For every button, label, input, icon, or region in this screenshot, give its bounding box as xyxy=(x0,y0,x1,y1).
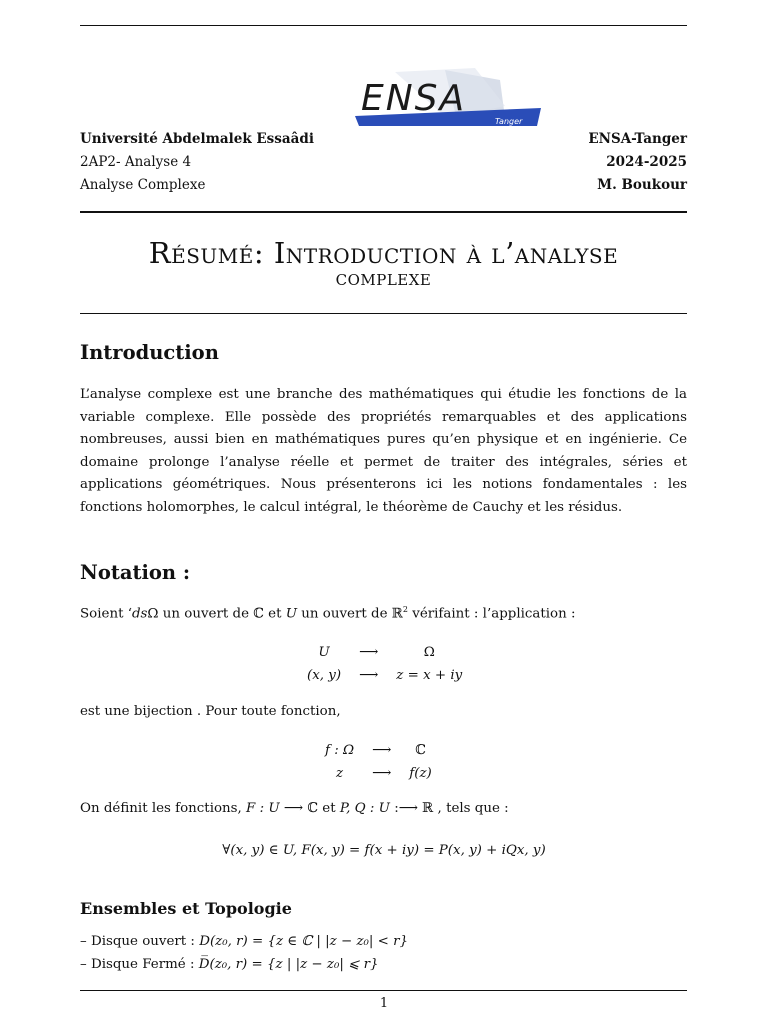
title-rule xyxy=(80,313,687,314)
map-codomain: Ω xyxy=(423,645,435,660)
header-row-1 xyxy=(80,131,687,147)
document-title xyxy=(80,236,687,292)
introduction-paragraph: L’analyse complexe est une branche des mathématiques qui étudie les fonctions de la variable complexe. Elle possède des propriétés remarquables et des applications nombreuses, aussi bien en mathématiques pures qu’en physique et en ingénierie. Ce domaine prolonge l’analyse réelle et permet de traiter des intégrales, séries et applications géométriques. Nous présenterons ici les notions fondamentales : les fonctions holomorphes, le calcul intégral, le théorème de Cauchy et les résidus. xyxy=(80,387,687,515)
definition-formula: ∀(x, y) ∈ U, F(x, y) = f(x + iy) = P(x, y) + iQx, y) xyxy=(222,843,546,858)
ensa-logo xyxy=(355,66,541,128)
notation-soient-line: Soient ‘dsΩ un ouvert de ℂ et U un ouvert de ℝ$^2$ vérifaint : l’application : xyxy=(80,605,576,622)
function-map xyxy=(316,739,441,785)
header-rule xyxy=(80,211,687,213)
ensembles-heading: Ensembles et Topologie xyxy=(80,899,292,918)
fmap-value: f(z) xyxy=(409,766,432,781)
fmap-var: z xyxy=(336,766,344,781)
open-disk-item: – Disque ouvert : D(z₀, r) = {z ∈ ℂ | |z − z₀| < r} xyxy=(80,934,409,949)
footer-rule xyxy=(80,990,687,991)
header-subject: Analyse Complexe xyxy=(80,177,206,193)
logo-main-text: ENSA xyxy=(361,78,467,119)
bijection-map xyxy=(298,641,471,687)
map-arrow: ⟶ xyxy=(359,645,379,660)
fmap-arrow: ⟶ xyxy=(372,766,392,781)
notation-heading: Notation : xyxy=(80,561,191,584)
fmap-arrow: ⟶ xyxy=(372,743,392,758)
fmap-row-2 xyxy=(316,762,441,785)
header-row-2 xyxy=(80,154,687,170)
header-course: 2AP2- Analyse 4 xyxy=(80,154,192,170)
map-image: z = x + iy xyxy=(396,668,463,683)
header-row-3 xyxy=(80,177,687,193)
fmap-row-1 xyxy=(316,739,441,762)
header-author: M. Boukour xyxy=(597,177,687,193)
on-definit-line: On définit les fonctions, F : U ⟶ ℂ et P, Q : U :⟶ ℝ , tels que : xyxy=(80,801,509,816)
closed-disk-item: – Disque Fermé : D̅(z₀, r) = {z | |z − z₀| ⩽ r} xyxy=(80,957,379,972)
logo-sub-text: Tanger xyxy=(495,117,523,126)
fmap-codomain: ℂ xyxy=(415,743,426,758)
map-element: (x, y) xyxy=(307,668,342,683)
title-line-1: Résumé: Introduction à l’analyse xyxy=(148,236,619,270)
introduction-heading: Introduction xyxy=(80,341,219,364)
map-row-1 xyxy=(298,641,471,664)
bijection-line: est une bijection . Pour toute fonction, xyxy=(80,704,341,719)
map-arrow: ⟶ xyxy=(359,668,379,683)
top-rule xyxy=(80,25,687,26)
fmap-name: f : Ω xyxy=(325,743,355,758)
header-year: 2024-2025 xyxy=(606,154,687,170)
map-row-2 xyxy=(298,664,471,687)
title-line-2: complexe xyxy=(335,266,432,291)
page-number: 1 xyxy=(379,996,389,1011)
header-school: ENSA-Tanger xyxy=(588,131,687,147)
map-domain: U xyxy=(318,645,330,660)
header-university: Université Abdelmalek Essaâdi xyxy=(80,131,314,147)
